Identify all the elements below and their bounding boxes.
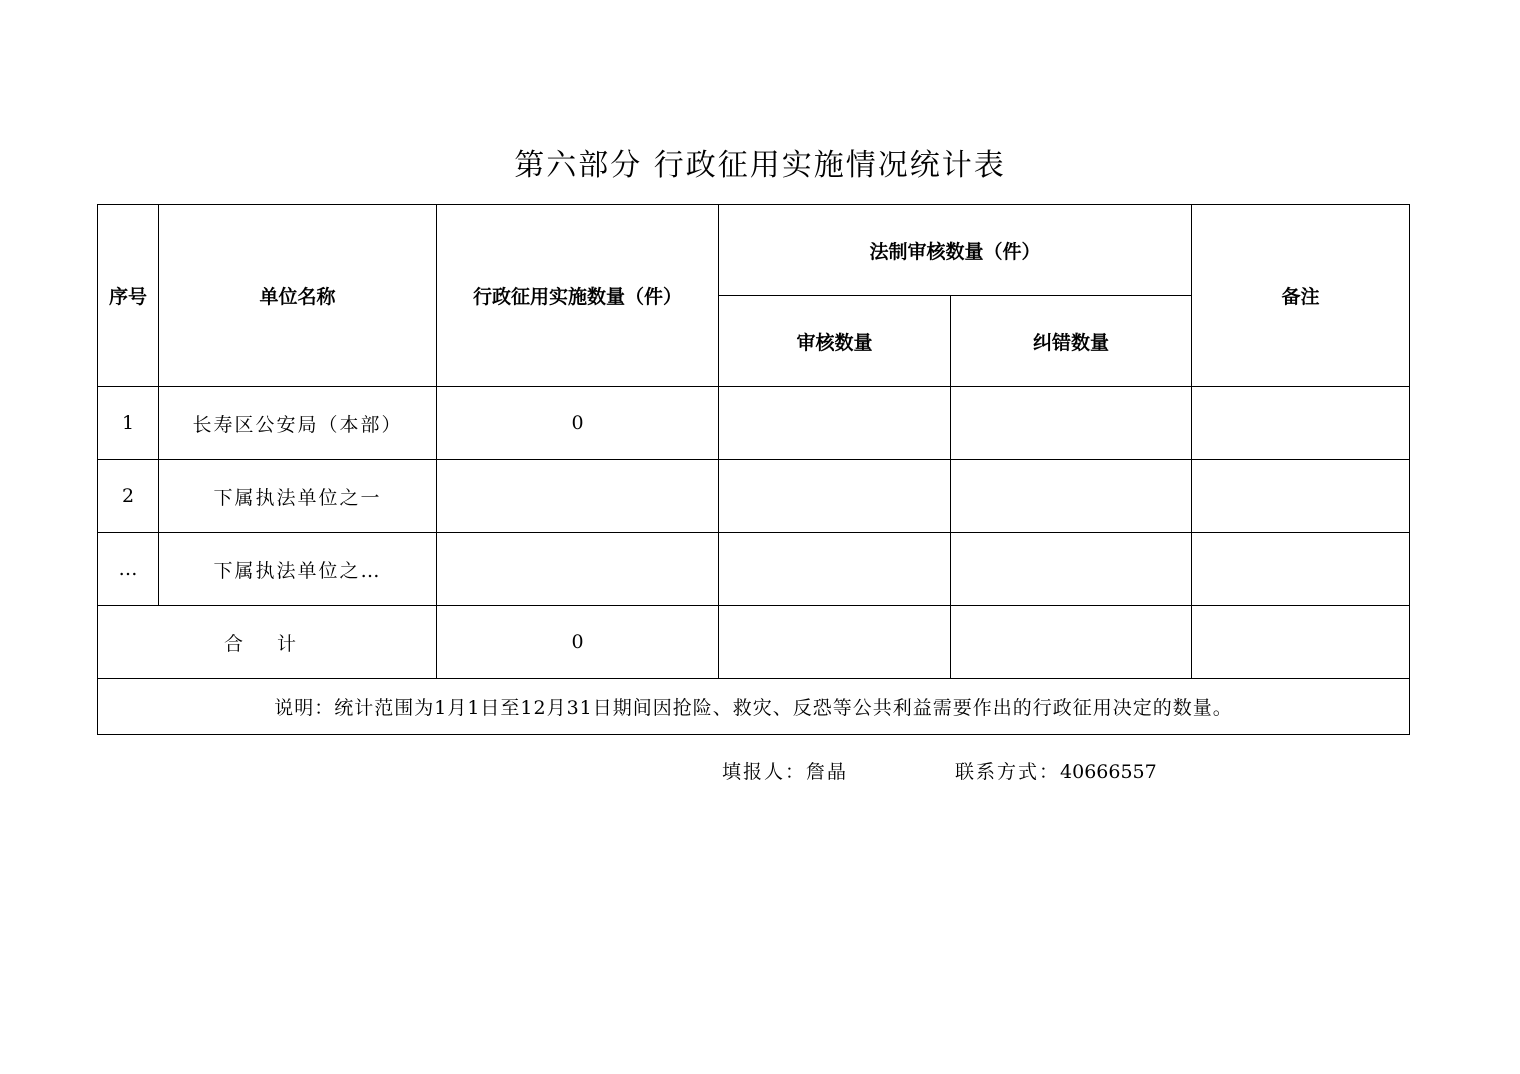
table-note: 说明：统计范围为1月1日至12月31日期间因抢险、救灾、反恐等公共利益需要作出的行政征用决定的数量。 [98, 679, 1410, 735]
table-row [98, 387, 1410, 460]
total-row [98, 606, 1410, 679]
total-review-count [719, 606, 951, 679]
cell-review-count [719, 387, 951, 460]
total-requisition-count: 0 [437, 606, 719, 679]
cell-remark [1192, 533, 1410, 606]
filler-info [722, 757, 848, 784]
table-row [98, 460, 1410, 533]
contact-value: 40666557 [1060, 761, 1157, 783]
cell-requisition-count [437, 460, 719, 533]
header-review-count: 审核数量 [719, 296, 951, 387]
header-correction-count: 纠错数量 [951, 296, 1192, 387]
total-label: 合 计 [98, 606, 437, 679]
note-row [98, 679, 1410, 735]
cell-requisition-count: 0 [437, 387, 719, 460]
contact-info [955, 757, 1157, 784]
cell-unit-name: 下属执法单位之… [159, 533, 437, 606]
contact-label: 联系方式： [955, 761, 1061, 783]
header-row-1 [98, 205, 1410, 296]
header-legal-review-group: 法制审核数量（件） [719, 205, 1192, 296]
total-correction-count [951, 606, 1192, 679]
cell-review-count [719, 460, 951, 533]
header-seq: 序号 [98, 205, 159, 387]
statistics-table [97, 204, 1410, 735]
cell-unit-name: 下属执法单位之一 [159, 460, 437, 533]
filler-name: 詹晶 [806, 761, 849, 783]
cell-correction-count [951, 533, 1192, 606]
cell-remark [1192, 387, 1410, 460]
cell-remark [1192, 460, 1410, 533]
cell-seq: 1 [98, 387, 159, 460]
header-unit-name: 单位名称 [159, 205, 437, 387]
cell-requisition-count [437, 533, 719, 606]
cell-seq: … [98, 533, 159, 606]
page-title: 第六部分 行政征用实施情况统计表 [514, 148, 1006, 183]
header-requisition-count: 行政征用实施数量（件） [437, 205, 719, 387]
cell-unit-name: 长寿区公安局（本部） [159, 387, 437, 460]
cell-review-count [719, 533, 951, 606]
cell-correction-count [951, 387, 1192, 460]
table-row [98, 533, 1410, 606]
cell-correction-count [951, 460, 1192, 533]
cell-seq: 2 [98, 460, 159, 533]
total-remark [1192, 606, 1410, 679]
header-remark: 备注 [1192, 205, 1410, 387]
filler-label: 填报人： [722, 761, 807, 783]
